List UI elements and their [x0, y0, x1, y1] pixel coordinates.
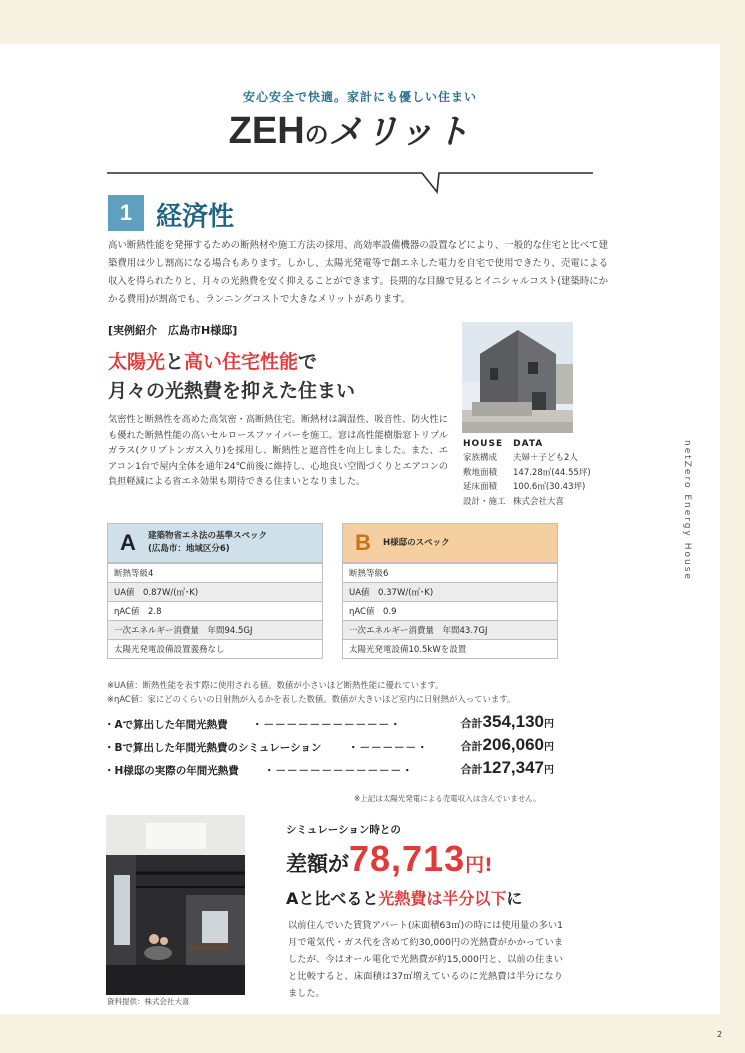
case-headline-1 [108, 347, 317, 374]
title-no: の [304, 121, 329, 149]
spec-b-letter: B [355, 530, 371, 555]
cost-leader: ・－－－－－・ [348, 742, 429, 754]
spec-a-subtitle: (広島市：地域区分6) [148, 544, 230, 554]
spec-b-header [342, 523, 558, 563]
house-exterior-photo [462, 322, 573, 433]
owner-story: 以前住んでいた賃貸アパート(床面積63㎡)の時には使用量の多い1月で電気代・ガス代を含めて約30,000円の光熱費がかかっていましたが、今はオール電化で光熱費が約15,000円と、以前の住まいと比較すると、床面積は37㎡増えているのに光熱費は半分になりました。 [288, 920, 563, 999]
house-data-row: 家族構成 夫婦＋子ども2人 [463, 453, 578, 463]
page-title [0, 104, 700, 153]
cost-total: 合計354,130円 [460, 712, 554, 731]
spec-b-row: 太陽光発電設備10.5kWを設置 [343, 640, 558, 659]
title-zeh: ZEH [228, 110, 305, 152]
house-data-list [463, 451, 591, 509]
cost-row-h [104, 758, 554, 781]
case-body: 気密性と断熱性を高めた高気密・高断熱住宅。断熱材は調湿性、吸音性、防火性にも優れた断熱性能の高いセルロースファイバーを施工。窓は高性能樹脂窓トリプルガラス(クリプトンガス入り)を採用し、断熱性と遮音性を向上しました。また、エアコン1台で屋内全体を通年24℃前後に維持し、心地良い空間づくりとエアコンの負担軽減による省エネ効果も期待できる住まいとなりました。 [108, 414, 448, 487]
spec-table-b [342, 523, 558, 659]
spec-a-title: 建築物省エネ法の基準スペック [148, 531, 268, 541]
cost-row-a [104, 712, 554, 735]
house-data-row: 設計・施工 株式会社大喜 [463, 496, 565, 507]
headline-and: と [165, 351, 185, 373]
diff-prefix: 差額が [286, 852, 349, 876]
footnote-eta: ※ηAC値：家にどのくらいの日射熱が入るかを表した数値。数値が大きいほど室内に日射熱が入っています。 [107, 694, 516, 704]
spec-a-row: 太陽光発電設備設置義務なし [108, 640, 323, 659]
simulation-label: シミュレーション時との [286, 824, 401, 836]
spec-b-row: 一次エネルギー消費量 年間43.7GJ [343, 621, 558, 640]
spec-table-a [107, 523, 323, 659]
diff-unit: 円! [465, 854, 493, 876]
headline-performance: 高い住宅性能 [184, 351, 299, 373]
diff-number: 78,713 [349, 838, 466, 879]
spec-a-row: 断熱等級4 [108, 564, 323, 583]
cost-leader: ・－－－－－－－－－－－・ [264, 765, 414, 777]
cost-total: 合計206,060円 [460, 735, 554, 754]
spec-a-row: 一次エネルギー消費量 年間94.5GJ [108, 621, 323, 640]
spec-b-row: UA値 0.37W/(㎡･K) [343, 583, 558, 602]
compare-headline: Aと比べると光熱費は半分以下に [286, 889, 523, 908]
page-number: 2 [717, 1030, 723, 1039]
house-data-title: HOUSE DATA [463, 439, 544, 449]
footnotes [107, 678, 515, 706]
difference-amount [286, 838, 493, 880]
case-headline-2: 月々の光熱費を抑えた住まい [108, 380, 356, 402]
cost-leader: ・－－－－－－－－－－－・ [252, 719, 402, 731]
photo-credit: 資料提供：株式会社大喜 [107, 997, 190, 1006]
cost-total: 合計127,347円 [460, 758, 554, 777]
spec-b-row: 断熱等級6 [343, 564, 558, 583]
cost-label: ・H様邸の実際の年間光熱費 [104, 765, 239, 777]
section-title: 経済性 [156, 202, 235, 232]
spec-a-row: ηAC値 2.8 [108, 602, 323, 621]
cost-note: ※上記は太陽光発電による売電収入は含んでいません。 [354, 794, 541, 803]
cost-list [104, 712, 554, 781]
headline-solar: 太陽光 [108, 351, 166, 373]
section-number: 1 [108, 195, 144, 231]
case-label: [実例紹介 広島市H様邸] [108, 324, 238, 337]
page-margin-strip [720, 0, 745, 1053]
cost-label: ・Aで算出した年間光熱費 [104, 719, 228, 731]
spec-b-row: ηAC値 0.9 [343, 602, 558, 621]
header-subtitle: 安心安全で快適。家計にも優しい住まい [242, 90, 477, 104]
cost-row-b [104, 735, 554, 758]
section-intro: 高い断熱性能を発揮するための断熱材や施工方法の採用、高効率設備機器の設置などにより、一般的な住宅と比べて建築費用は少し割高になる場合もあります。しかし、太陽光発電等で創エネした電力を自宅で使用できたり、売電による収入を得られたりと、月々の光熱費を安く抑えることができます。長期的な目線で見るとイニシャルコスト(建築時にかかる費用)が割高でも、ランニングコストで大きなメリットがあります。 [108, 240, 608, 305]
spec-a-header [107, 523, 323, 563]
house-data-row: 延床面積 100.6㎡(30.43坪) [463, 482, 586, 492]
house-data-row: 敷地面積 147.28㎡(44.55坪) [463, 467, 591, 478]
cost-label: ・Bで算出した年間光熱費のシミュレーション [104, 742, 322, 754]
interior-living-room-photo [106, 815, 245, 995]
headline-de: で [298, 351, 318, 373]
spec-a-row: UA値 0.87W/(㎡･K) [108, 583, 323, 602]
footnote-ua: ※UA値：断熱性能を表す際に使用される値。数値が小さいほど断熱性能に優れています。 [107, 680, 444, 690]
side-vertical-text: netZero Energy House [682, 440, 692, 581]
title-merit: メリット [328, 112, 472, 152]
spec-a-letter: A [120, 530, 136, 555]
spec-b-title: H様邸のスペック [383, 537, 450, 548]
